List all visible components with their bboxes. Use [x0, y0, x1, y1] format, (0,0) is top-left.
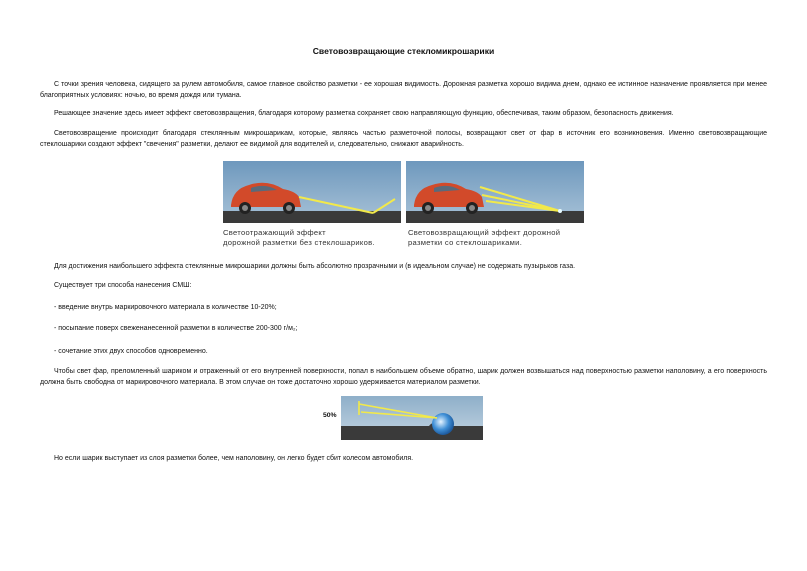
figure-bead-embedding	[341, 396, 483, 440]
paragraph-application-methods: Существует три способа нанесения СМШ:	[54, 282, 192, 289]
caption-left-line2: дорожной разметки без стеклошариков.	[223, 238, 375, 247]
paragraph-visibility: С точки зрения человека, сидящего за рулем автомобиля, самое главное свойство разметки - ее хорошая видимость. Дорожная разметка хорошо видима днем, однако ее истинное назначение проявляется при менее благоприятных условиях: ночью, во время дождя или тумана.	[40, 81, 767, 99]
paragraph-bead-transparency: Для достижения наибольшего эффекта стеклянные микрошарики должны быть абсолютно прозрачными и (в идеальном случае) не содержать пузырьков газа.	[54, 263, 576, 270]
method-item-3: - сочетание этих двух способов одновременно.	[54, 348, 208, 355]
figure-with-beads	[406, 161, 584, 223]
paragraph-bead-protrusion: Но если шарик выступает из слоя разметки более, чем наполовину, он легко будет сбит колесом автомобиля.	[54, 455, 414, 462]
paragraph-retroreflection-beads: Световозвращение происходит благодаря стеклянным микрошарикам, которые, являясь частью разметочной полосы, возвращают свет от фар в источник его возникновения. Именно световозвращающие стеклошарики создают эффект "свечения" разметки, делают ее видимой для водителей и, следовательно, снижают аварийность.	[40, 130, 767, 148]
paragraph-retroreflection-importance: Решающее значение здесь имеет эффект световозвращения, благодаря которому разметка сохраняет свою направляющую функцию, обеспечивая, таким образом, безопасность движения.	[54, 110, 674, 117]
page-title: Световозвращающие стекломикрошарики	[312, 46, 495, 56]
paragraph-bead-embedding: Чтобы свет фар, преломленный шариком и отраженный от его внутренней поверхности, попал в наибольшем объеме обратно, шарик должен возвышаться над поверхностью разметки наполовину, а его поверхность должна быть свободна от маркировочного материала. В этом случае он тоже достаточно хорошо удерживается материалом разметки.	[40, 368, 767, 386]
road-surface	[406, 211, 584, 223]
glass-bead-icon	[432, 413, 454, 435]
bead-percent-label: 50%	[323, 412, 337, 419]
caption-left-line1: Светоотражающий эффект	[223, 228, 326, 237]
method-item-2: - посыпание поверх свеженанесенной разметки в количестве 200-300 г/м₂;	[54, 325, 298, 332]
figure-without-beads	[223, 161, 401, 223]
caption-right-line1: Световозвращающий эффект дорожной	[408, 228, 561, 237]
caption-right-line2: разметки со стеклошариками.	[408, 238, 523, 247]
method-item-1: - введение внутрь маркировочного материала в количестве 10-20%;	[54, 304, 277, 311]
glass-bead-icon	[558, 209, 562, 213]
